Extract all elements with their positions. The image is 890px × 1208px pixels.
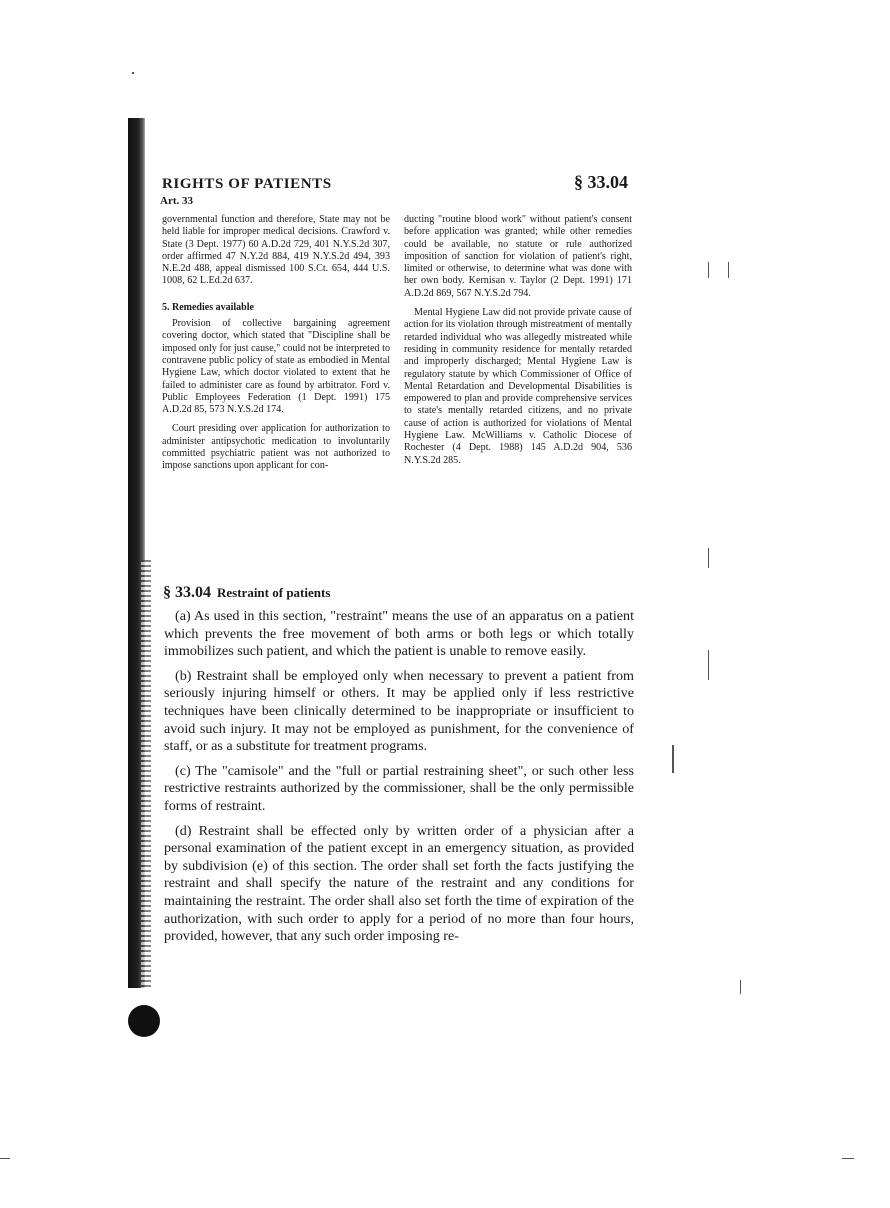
- annotation-column-left: [162, 214, 390, 473]
- section-heading: [163, 584, 330, 602]
- scan-speck: [708, 650, 709, 680]
- subdivision-b: (b) Restraint shall be employed only when necessary to prevent a patient from seriously injuring himself or others. It may be applied only if less restrictive techniques have been clinically determined to be inappropriate or insufficient to avoid such injury. It may not be employed as punishment, for the convenience of staff, or as a substitute for treatment programs.: [164, 667, 634, 755]
- scan-speck: [672, 745, 674, 773]
- section-title: Restraint of patients: [217, 585, 331, 600]
- subdivision-d: (d) Restraint shall be effected only by written order of a physician after a personal examination of the patient except in an emergency situation, as provided by subdivision (e) of this section. The order shall set forth the facts justifying the restraint and shall specify the nature of the restraint and any conditions for maintaining the restraint. The order shall also set forth the time of expiration of the authorization, with such order to apply for a period of no more than four hours, provided, however, that any such order imposing re-: [164, 822, 634, 945]
- section-number: § 33.04: [163, 584, 211, 601]
- scan-speck: [740, 980, 741, 994]
- scan-speck: [708, 548, 709, 568]
- subdivision-a: (a) As used in this section, "restraint" means the use of an apparatus on a patient which prevents the free movement of both arms or both legs or which totally immobilizes such patient, and which the patient is unable to remove easily.: [164, 608, 634, 660]
- annotation-paragraph: Mental Hygiene Law did not provide private cause of action for its violation through mistreatment of mentally retarded individual who was allegedly mistreated while residing in community residence for mentally retarded and improperly discharged; Mental Hygiene Law is regulatory statute by which Commissioner of Office of Mental Retardation and Developmental Disabilities is empowered to plan and provide comprehensive services to state's mentally retarded citizens, and no private cause of action is authorized for violations of Mental Hygiene Law. McWilliams v. Catholic Diocese of Rochester (4 Dept. 1988) 145 A.D.2d 904, 536 N.Y.S.2d 285.: [404, 307, 632, 466]
- statute-body: [164, 608, 634, 953]
- annotation-subheading: 5. Remedies available: [162, 301, 254, 313]
- annotation-paragraph: Provision of collective bargaining agreement covering doctor, which stated that "Discipline shall be imposed only for just cause," could not be interpreted to contravene public policy of state as embodied in Mental Hygiene Law, which doctor violated to extent that he failed to administer care as found by arbitrator. Ford v. Public Employees Federation (1 Dept. 1991) 175 A.D.2d 85, 573 N.Y.S.2d 174.: [162, 318, 390, 416]
- scan-speck: [842, 1158, 854, 1159]
- annotation-paragraph: ducting "routine blood work" without patient's consent before application was granted; while other remedies could be available, no statute or rule authorized imposition of sanction for violation of patient's right, limited or otherwise, to determine what was done with her own body. Kernisan v. Taylor (2 Dept. 1991) 171 A.D.2d 869, 567 N.Y.S.2d 794.: [404, 214, 632, 299]
- scan-speck: [132, 72, 134, 74]
- running-header-article: Art. 33: [160, 195, 193, 207]
- annotation-paragraph: governmental function and therefore, State may not be held liable for improper medical decisions. Crawford v. State (3 Dept. 1977) 60 A.D.2d 729, 401 N.Y.S.2d 307, order affirmed 47 N.Y.2d 884, 419 N.Y.S.2d 494, 393 N.E.2d 488, appeal dismissed 100 S.Ct. 654, 444 U.S. 1008, 62 L.Ed.2d 637.: [162, 214, 390, 287]
- subdivision-c: (c) The "camisole" and the "full or partial restraining sheet", or such other less restrictive restraints authorized by the commissioner, shall be the only permissible forms of restraint.: [164, 762, 634, 814]
- punch-hole: [128, 1005, 160, 1037]
- annotation-column-right: [404, 214, 632, 467]
- scan-speck: [728, 262, 729, 278]
- binding-shadow: [141, 560, 151, 990]
- scan-speck: [708, 262, 709, 278]
- running-header-section: § 33.04: [574, 172, 628, 192]
- running-header-title: RIGHTS OF PATIENTS: [162, 176, 332, 192]
- scan-speck: [0, 1158, 10, 1159]
- annotation-paragraph: Court presiding over application for authorization to administer antipsychotic medication to involuntarily committed psychiatric patient was not authorized to impose sanctions upon applicant for con-: [162, 423, 390, 472]
